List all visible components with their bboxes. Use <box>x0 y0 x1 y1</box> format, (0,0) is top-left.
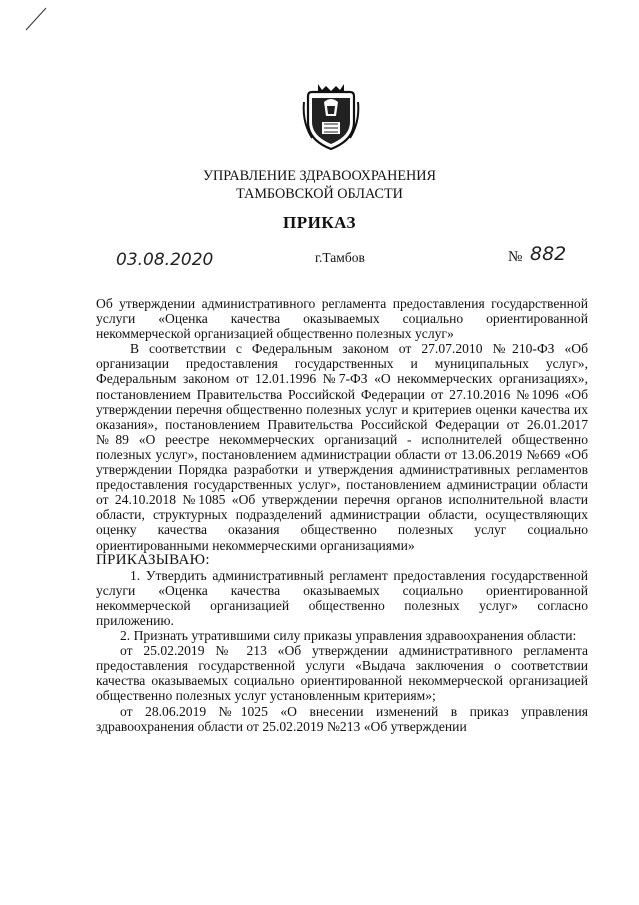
order-number: 882 <box>530 243 567 265</box>
order-preamble: В соответствии с Федеральным законом от 27.07.2010 №210-ФЗ «Об организации предоставления государственных и муниципальных услуг», Федеральным законом от 12.01.1996 №7-ФЗ «О некоммерческих организациях», постановлением Правительства Российской Федерации от 27.10.2016 №1096 «Об утверждении перечня общественно полезных услуг и критериев оценки качества их оказания», постановлением Правительства Российской Федерации от 26.01.2017 №89 «О реестре некоммерческих организаций - исполнителей общественно полезных услуг», постановлением администрации области от 13.06.2019 №669 «Об утверждении Порядка разработки и утверждения административных регламентов предоставления государственных услуг», постановлением администрации области от 24.10.2018 №1085 «Об утверждении перечня органов исполнительной власти области, структурных подразделений администрации области, осуществляющих оценку качества оказания общественно полезных услуг социально ориентированными некоммерческими организациями» <box>96 341 588 553</box>
order-item-2b: от 28.06.2019 №1025 «О внесении изменений в приказ управления здравоохранения области от 25.02.2019 №213 «Об утверждении <box>96 703 588 734</box>
org-name-line1: УПРАВЛЕНИЕ ЗДРАВООХРАНЕНИЯ <box>202 168 437 184</box>
order-title: ПРИКАЗ <box>283 213 356 232</box>
order-number-label: № <box>508 249 523 265</box>
order-item-1: 1. Утвердить административный регламент предоставления государственной услуги «Оценка качества оказываемых социально ориентированной некоммерческой организацией общественно полезных услуг» согласно приложению. <box>96 567 588 628</box>
tambov-coat-of-arms-icon <box>300 82 362 152</box>
order-date: 03.08.2020 <box>116 250 214 270</box>
order-subject: Об утверждении административного регламента предоставления государственной услуги «Оценка качества оказываемых социально ориентированной некоммерческой организацией общественно полезных услуг» <box>96 296 588 342</box>
order-body <box>96 296 588 734</box>
order-prikazyvayu: ПРИКАЗЫВАЮ: <box>96 551 210 568</box>
org-name-line2: ТАМБОВСКОЙ ОБЛАСТИ <box>236 186 403 202</box>
order-city: г.Тамбов <box>315 250 365 265</box>
pen-mark-icon <box>24 6 48 32</box>
order-item-2: 2. Признать утратившими силу приказы управления здравоохранения области: <box>120 628 577 644</box>
order-item-2a: от 25.02.2019 № 213 «Об утверждении административного регламента предоставления государственной услуги «Выдача заключения о соответствии качества оказываемых социально ориентированной некоммерческой организацией общественно полезных услуг установленным критериям»; <box>96 643 588 704</box>
